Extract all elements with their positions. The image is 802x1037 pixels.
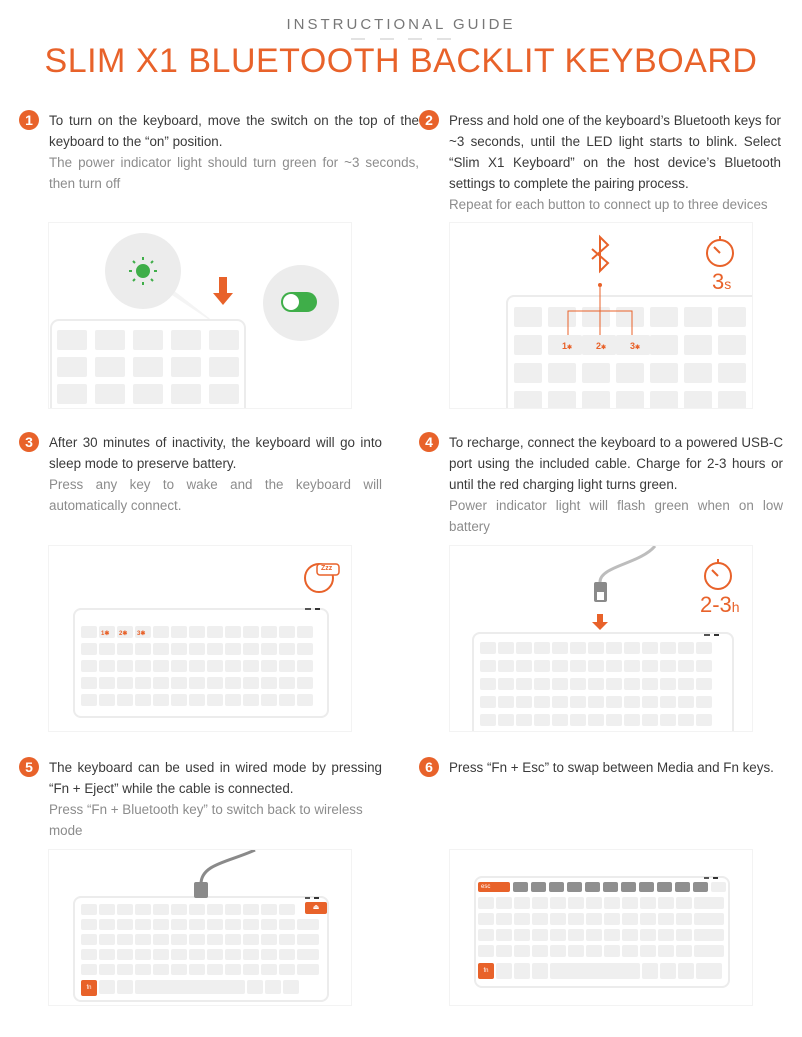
illustration-bluetooth-pairing [449, 222, 753, 409]
step-note: Repeat for each button to connect up to three devices [449, 197, 768, 212]
bt-key-3-label: 3✱ [630, 341, 641, 351]
eject-key: ⏏ [305, 902, 327, 914]
stopwatch-icon [705, 559, 731, 589]
step-1 [25, 110, 419, 194]
usb-c-plug-icon [194, 882, 208, 898]
bt-key-1-label: 1✱ [562, 341, 573, 351]
bt-key-3-label: 3✱ [137, 631, 146, 637]
bluetooth-icon [592, 237, 608, 271]
sleep-badge: Zzz [321, 565, 333, 572]
step-number-badge: 1 [19, 110, 39, 130]
bt-key-1-label: 1✱ [101, 631, 110, 637]
arrow-down-icon [592, 614, 608, 630]
step-number-badge: 6 [419, 757, 439, 777]
step-instruction: To turn on the keyboard, move the switch on the top of the keyboard to the “on” position. [49, 113, 419, 149]
bt-key-2-label: 2✱ [596, 341, 607, 351]
arrow-down-icon [213, 277, 233, 305]
step-number-badge: 4 [419, 432, 439, 452]
timer-label: 3s [712, 269, 732, 294]
step-number-badge: 2 [419, 110, 439, 130]
step-2 [425, 110, 781, 215]
usb-cable [600, 546, 655, 582]
doc-subtitle: INSTRUCTIONAL GUIDE [286, 16, 516, 33]
step-4 [425, 432, 783, 537]
illustration-sleep-mode [48, 545, 352, 732]
usb-cable [201, 850, 255, 884]
step-instruction: To recharge, connect the keyboard to a powered USB-C port using the included cable. Charge for 2-3 hours or until the red charging light turns green. [449, 435, 783, 492]
indicator-lights [450, 850, 753, 1006]
power-on-drawing [49, 223, 352, 409]
step-note: Press “Fn + Bluetooth key” to switch back to wireless mode [49, 802, 363, 838]
step-3 [25, 432, 382, 516]
step-instruction: The keyboard can be used in wired mode by pressing “Fn + Eject” while the cable is connected. [49, 760, 382, 796]
bt-key-2-label: 2✱ [119, 631, 128, 637]
step-note: Power indicator light will flash green when on low battery [449, 498, 783, 534]
stopwatch-icon [707, 236, 733, 266]
fn-key: fn [478, 963, 494, 979]
illustration-charging [449, 545, 753, 732]
step-note: Press any key to wake and the keyboard will automatically connect. [49, 477, 382, 513]
esc-key: esc [478, 882, 510, 892]
illustration-fn-esc [449, 849, 753, 1006]
step-number-badge: 3 [19, 432, 39, 452]
step-6 [425, 757, 783, 778]
step-instruction: Press and hold one of the keyboard’s Bluetooth keys for ~3 seconds, until the LED light starts to blink. Select “Slim X1 Keyboard” on the host device’s Bluetooth settings to complete the pairing process. [449, 113, 781, 191]
step-note: The power indicator light should turn green for ~3 seconds, then turn off [49, 155, 419, 191]
step-instruction: After 30 minutes of inactivity, the keyboard will go into sleep mode to preserve battery. [49, 435, 382, 471]
illustration-power-on [48, 222, 352, 409]
step-5 [25, 757, 382, 841]
charge-time-label: 2-3h [700, 592, 740, 617]
illustration-wired-mode [48, 849, 352, 1006]
fn-key: fn [81, 980, 97, 996]
step-number-badge: 5 [19, 757, 39, 777]
doc-title: SLIM X1 BLUETOOTH BACKLIT KEYBOARD [44, 42, 758, 80]
pairing-lines [450, 223, 753, 409]
step-instruction: Press “Fn + Esc” to swap between Media and Fn keys. [449, 760, 774, 775]
